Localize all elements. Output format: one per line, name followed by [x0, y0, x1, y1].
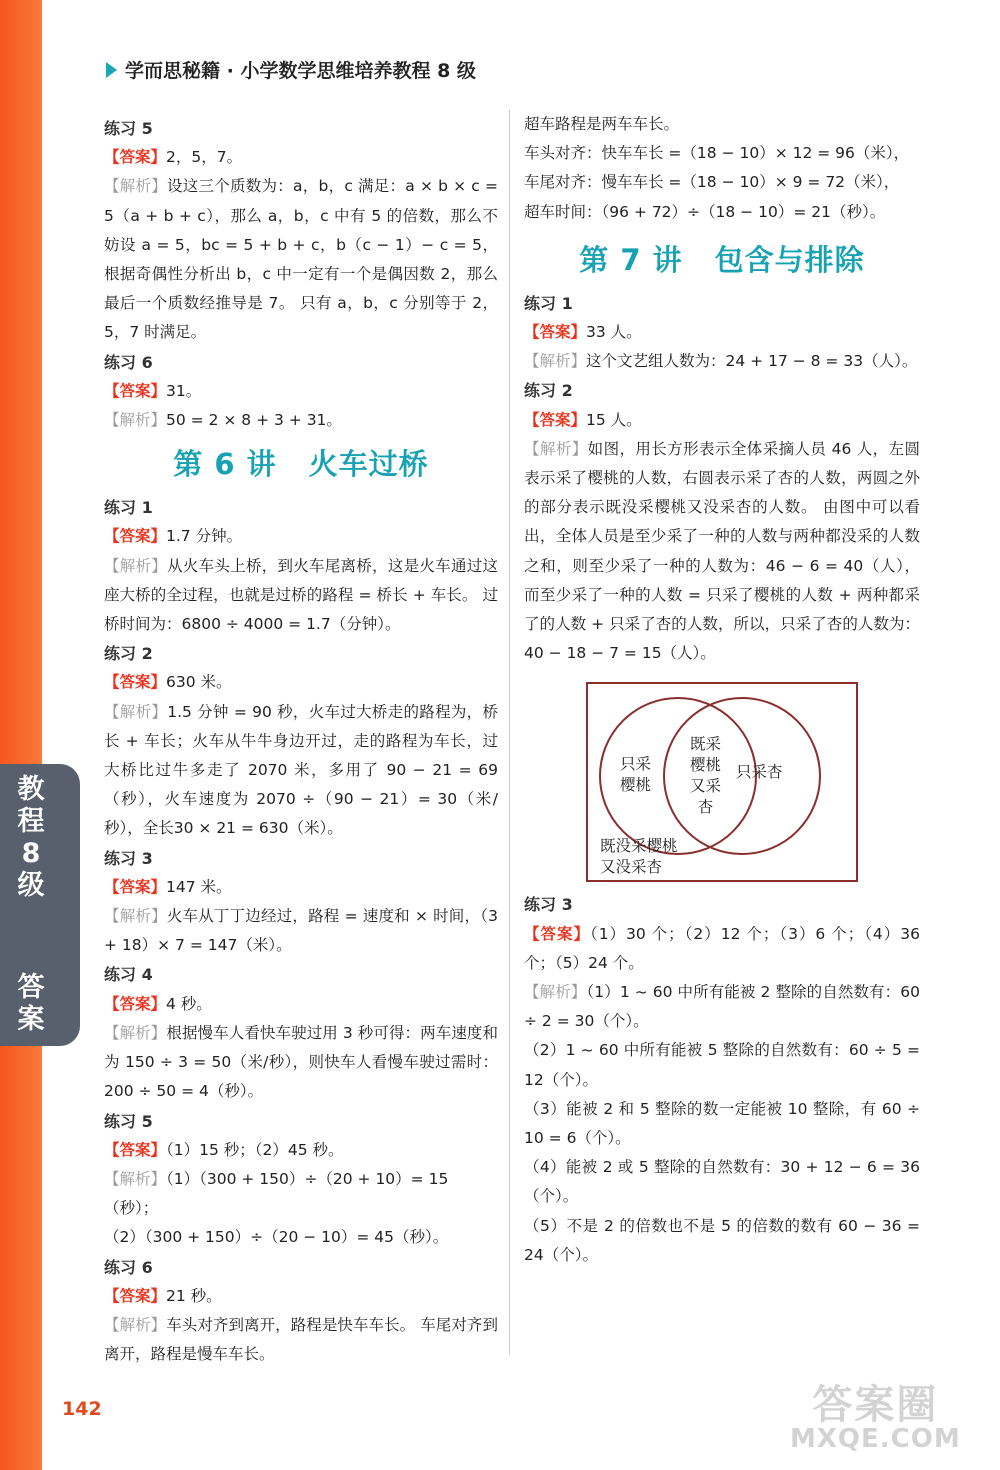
exercise-title: 练习 6 [104, 1257, 153, 1277]
answer-text: 147 米。 [166, 877, 232, 896]
analysis-text: 车头对齐到离开，路程是快车车长。 车尾对齐到离开，路程是慢车车长。 [104, 1315, 498, 1364]
text-line: 超车路程是两车车长。 [524, 115, 680, 133]
answer-tag: 【答案】 [104, 1286, 167, 1305]
analysis-tag: 【解析】 [104, 1315, 167, 1334]
watermark-text: 答案圈 [812, 1382, 939, 1428]
analysis-text: 火车从丁丁边经过，路程 = 速度和 × 时间，（3 + 18）× 7 = 147（米）。 [104, 907, 498, 955]
watermark-url: MXQE.COM [790, 1424, 961, 1454]
exercise-title: 练习 2 [524, 381, 573, 401]
answer-tag: 【答案】 [104, 381, 167, 400]
answer-line [524, 920, 920, 978]
analysis-paragraph [104, 1311, 498, 1369]
section-tab [0, 764, 80, 1046]
page-edge-bar [0, 0, 42, 1470]
exercise-title: 练习 5 [104, 1111, 153, 1131]
answer-tag: 【答案】 [104, 673, 167, 692]
exercise-title: 练习 2 [104, 644, 153, 664]
analysis-line: （2）1 ~ 60 中所有能被 5 整除的自然数有：60 ÷ 5 = 12（个）。 [524, 1041, 920, 1089]
venn-label-line: 既没采樱桃 [600, 837, 678, 856]
text-line: 车尾对齐：慢车车长 =（18 − 10）× 9 = 72（米）， [524, 173, 900, 192]
answer-line [524, 318, 920, 347]
tab-char: 8 [21, 838, 41, 869]
exercise-title: 练习 3 [524, 895, 573, 915]
analysis-text: 从火车头上桥，到火车尾离桥，这是火车通过这座大桥的全过程，也就是过桥的路程 = 桥长 + 车长。 过桥时间为：6800 ÷ 4000 = 1.7（分钟）。 [104, 556, 498, 634]
analysis-text: （1）1 ~ 60 中所有能被 2 整除的自然数有：60 ÷ 2 = 30（个）。 [524, 983, 920, 1031]
exercise-title: 练习 1 [104, 498, 153, 518]
tab-char: 案 [17, 1004, 45, 1035]
answer-tag: 【答案】 [104, 148, 167, 167]
right-column [524, 110, 920, 1270]
answer-text: 31。 [166, 381, 202, 400]
analysis-text: 如图，用长方形表示全体采摘人员 46 人，左圆表示采了樱桃的人数，右圆表示采了杏的人数，两圆之外的部分表示既没采樱桃又没采杏的人数。 由图中可以看出，全体人员是至少采了一种的人数与两种都没采的人数之和，则至少采了一种的人数为：46 − 6 = 40（人），而至少采了一种的人数 = 只采了樱桃的人数 + 两种都采了的人数 + 只采了杏的人数，所以，只采了杏的人数为：40 − 18 − 7 = 15（人）。 [524, 439, 920, 663]
analysis-tag: 【解析】 [104, 177, 167, 196]
analysis-paragraph [104, 552, 498, 640]
venn-label-both [690, 734, 721, 818]
venn-diagram [586, 682, 858, 882]
lecture-heading [524, 231, 920, 289]
venn-label-line: 又没采杏 [600, 858, 663, 877]
analysis-text: 设这三个质数为：a，b，c 满足：a × b × c = 5（a + b + c），那么 a，b，c 中有 5 的倍数，那么不妨设 a = 5，bc = 5 + b + c，b（c − 1）− c = 5，根据奇偶性分析出 b，c 中一定有一个是偶因数 2，那么最后一个质数经推导是 7。 只有 a，b，c 分别等于 2，5，7 时满足。 [104, 177, 498, 342]
analysis-line: （3）能被 2 和 5 整除的数一定能被 10 整除，有 60 ÷ 10 = 6（个）。 [524, 1099, 920, 1148]
answer-text: 33 人。 [586, 323, 642, 342]
answer-tag: 【答案】 [524, 924, 590, 943]
analysis-tag: 【解析】 [104, 556, 168, 575]
answer-line [524, 406, 920, 435]
venn-label-line: 又采 [690, 777, 722, 796]
tab-char: 程 [17, 806, 45, 837]
analysis-tag: 【解析】 [524, 439, 588, 458]
lecture-name: 包含与排除 [714, 242, 865, 277]
answer-tag: 【答案】 [104, 527, 167, 546]
analysis-text: 1.5 分钟 = 90 秒，火车过大桥走的路程为，桥长 + 车长；火车从牛牛身边开过，走的路程为车长，过大桥比过牛多走了 2070 米，多用了 90 − 21 = 69（秒），火车速度为 2070 ÷（90 − 21）= 30（米/秒），全长30 × 21 = 630（米）。 [104, 702, 498, 838]
analysis-tag: 【解析】 [524, 352, 587, 371]
page-number: 142 [62, 1398, 102, 1420]
tab-line-2 [18, 972, 45, 1036]
exercise-title: 练习 1 [524, 293, 573, 313]
answer-text: 21 秒。 [166, 1286, 222, 1305]
analysis-tag: 【解析】 [104, 702, 168, 721]
answer-text: 2，5，7。 [166, 148, 243, 167]
analysis-line: （5）不是 2 的倍数也不是 5 的倍数的数有 60 − 36 = 24（个）。 [524, 1216, 920, 1264]
answer-line [104, 377, 498, 406]
watermark-logo [790, 1384, 961, 1453]
analysis-paragraph [104, 1165, 498, 1223]
answer-text: 15 人。 [586, 410, 642, 429]
analysis-paragraph [524, 347, 920, 376]
venn-label-line: 樱桃 [620, 776, 652, 795]
venn-label-line: 既采 [690, 735, 722, 754]
venn-label-line: 只采 [620, 755, 652, 774]
analysis-paragraph [104, 172, 498, 347]
answer-tag: 【答案】 [104, 994, 167, 1013]
analysis-paragraph [104, 902, 498, 960]
tab-char: 答 [17, 972, 45, 1003]
answer-text: 4 秒。 [166, 994, 212, 1013]
answer-text: （1）30 个；（2）12 个；（3）6 个；（4）36 个；（5）24 个。 [524, 924, 920, 972]
analysis-paragraph [524, 978, 920, 1036]
answer-line [104, 1136, 498, 1165]
analysis-paragraph [524, 435, 920, 669]
analysis-text: 根据慢车人看快车驶过用 3 秒可得：两车速度和为 150 ÷ 3 = 50（米/秒），则快车人看慢车驶过需时：200 ÷ 50 = 4（秒）。 [104, 1023, 498, 1101]
analysis-text: 这个文艺组人数为：24 + 17 − 8 = 33（人）。 [586, 352, 918, 371]
column-divider [509, 110, 510, 1355]
lecture-number: 第 6 讲 [173, 447, 277, 482]
analysis-line: （2）（300 + 150）÷（20 − 10）= 45（秒）。 [104, 1228, 449, 1247]
answer-line [104, 668, 498, 697]
answer-tag: 【答案】 [104, 1140, 167, 1159]
analysis-line: （4）能被 2 或 5 整除的自然数有：30 + 12 − 6 = 36（个）。 [524, 1158, 920, 1206]
venn-label-neither [600, 836, 678, 878]
analysis-text: （1）（300 + 150）÷（20 + 10）= 15（秒）； [104, 1169, 449, 1218]
tab-char: 教 [17, 774, 45, 805]
analysis-tag: 【解析】 [104, 411, 167, 430]
exercise-title: 练习 3 [104, 848, 153, 868]
lecture-number: 第 7 讲 [579, 242, 683, 277]
tab-char: 级 [17, 870, 45, 901]
answer-tag: 【答案】 [524, 410, 587, 429]
answer-line [104, 1282, 498, 1311]
text-line: 车头对齐：快车车长 =（18 − 10）× 12 = 96（米）， [524, 144, 910, 163]
exercise-title: 练习 6 [104, 352, 153, 372]
lecture-name: 火车过桥 [308, 447, 429, 482]
analysis-tag: 【解析】 [104, 1169, 167, 1188]
venn-label-left-only [620, 754, 651, 796]
answer-line [104, 143, 498, 172]
answer-line [104, 990, 498, 1019]
analysis-tag: 【解析】 [524, 983, 587, 1002]
lecture-heading [104, 435, 498, 493]
left-column [104, 114, 498, 1369]
answer-line [104, 522, 498, 551]
analysis-paragraph [104, 406, 498, 435]
venn-label-line: 杏 [697, 798, 714, 817]
answer-line [104, 873, 498, 902]
answer-text: 630 米。 [166, 673, 232, 692]
analysis-tag: 【解析】 [104, 1023, 167, 1042]
analysis-text: 50 = 2 × 8 + 3 + 31。 [166, 411, 342, 430]
analysis-tag: 【解析】 [104, 907, 167, 926]
venn-label-right-only: 只采杏 [736, 763, 783, 782]
analysis-paragraph [104, 698, 498, 844]
exercise-title: 练习 5 [104, 119, 153, 138]
answer-tag: 【答案】 [104, 877, 167, 896]
page-header [106, 56, 476, 83]
answer-tag: 【答案】 [524, 323, 587, 342]
analysis-paragraph [104, 1019, 498, 1107]
text-line: 超车时间：（96 + 72）÷（18 − 10）= 21（秒）。 [524, 202, 886, 221]
answer-text: 1.7 分钟。 [166, 527, 243, 546]
venn-label-line: 樱桃 [690, 756, 722, 775]
tab-line-1 [18, 774, 45, 902]
answer-text: （1）15 秒；（2）45 秒。 [166, 1140, 344, 1159]
triangle-icon [106, 62, 117, 78]
header-title: 学而思秘籍 · 小学数学思维培养教程 8 级 [125, 60, 476, 82]
exercise-title: 练习 4 [104, 965, 153, 985]
